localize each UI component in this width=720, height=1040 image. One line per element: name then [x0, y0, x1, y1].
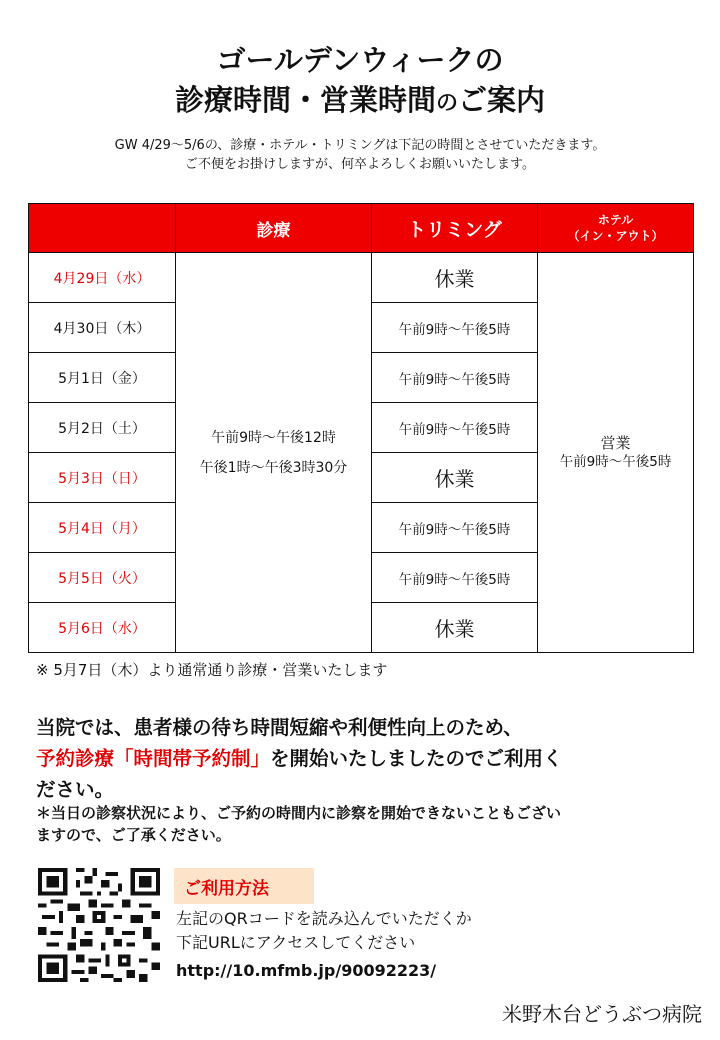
date-cell: 5月3日（日）: [28, 452, 176, 503]
qr-code-icon[interactable]: [38, 868, 160, 982]
date-cell: 5月4日（月）: [28, 502, 176, 553]
reservation-system-name: 予約診療「時間帯予約制」: [36, 747, 271, 770]
usage-instruction-line1: 左記のQRコードを読み込んでいただくか: [176, 909, 472, 928]
usage-instruction-line2: 下記URLにアクセスしてください: [176, 933, 416, 952]
caution-line1: ＊当日の診察状況により、ご予約の時間内に診察を開始できないこともござい: [36, 804, 562, 822]
announcement-line3: ださい。: [36, 778, 115, 801]
title-line2: [0, 78, 720, 119]
consult-hours-afternoon: 午後1時〜午後3時30分: [199, 459, 348, 476]
resume-note: ※ 5月7日（木）より通常通り診療・営業いたします: [36, 661, 388, 679]
trimming-cell: 午前9時〜午後5時: [371, 552, 538, 603]
title-line2-particle: の: [435, 91, 458, 116]
title-line1: ゴールデンウィークの: [216, 43, 504, 77]
trimming-cell: 休業: [371, 252, 538, 303]
consult-hours-cell: [175, 252, 372, 653]
header-hotel-line1: ホテル: [597, 213, 634, 227]
announcement-line2-rest: を開始いたしましたのでご利用く: [270, 747, 563, 770]
trimming-cell: 休業: [371, 602, 538, 653]
hotel-hours-cell: [537, 252, 694, 653]
schedule-table: [28, 203, 694, 653]
trimming-cell: 午前9時〜午後5時: [371, 402, 538, 453]
intro-line1: GW 4/29〜5/6の、診療・ホテル・トリミングは下記の時間とさせていただきます。: [114, 138, 606, 153]
hotel-status: 営業: [600, 433, 631, 452]
date-cell: 4月29日（水）: [28, 252, 176, 303]
trimming-cell: 午前9時〜午後5時: [371, 302, 538, 353]
date-cell: 5月2日（土）: [28, 402, 176, 453]
trimming-cell: 午前9時〜午後5時: [371, 352, 538, 403]
header-consult: 診療: [175, 203, 372, 253]
date-cell: 5月1日（金）: [28, 352, 176, 403]
header-blank: [28, 203, 176, 253]
usage-badge: ご利用方法: [174, 868, 314, 904]
reservation-url-link[interactable]: http://10.mfmb.jp/90092223/: [176, 961, 437, 980]
announcement-line2: [36, 743, 696, 774]
title-line2-tail: ご案内: [458, 83, 546, 117]
header-trimming: トリミング: [371, 203, 538, 253]
announcement-line1: 当院では、患者様の待ち時間短縮や利便性向上のため、: [36, 716, 523, 739]
consult-hours-morning: 午前9時〜午後12時: [211, 429, 336, 446]
title-line2-main: 診療時間・営業時間: [174, 83, 436, 117]
hotel-hours: 午前9時〜午後5時: [559, 453, 672, 470]
date-cell: 4月30日（木）: [28, 302, 176, 353]
date-cell: 5月6日（水）: [28, 602, 176, 653]
intro-line2: ご不便をお掛けしますが、何卒よろしくお願いいたします。: [185, 157, 535, 172]
header-hotel: [537, 203, 694, 253]
caution-line2: ますので、ご了承ください。: [36, 826, 231, 844]
trimming-cell: 午前9時〜午後5時: [371, 502, 538, 553]
header-hotel-line2: （イン・アウト）: [567, 229, 664, 243]
hospital-name: 米野木台どうぶつ病院: [502, 1002, 702, 1026]
date-cell: 5月5日（火）: [28, 552, 176, 603]
trimming-cell: 休業: [371, 452, 538, 503]
